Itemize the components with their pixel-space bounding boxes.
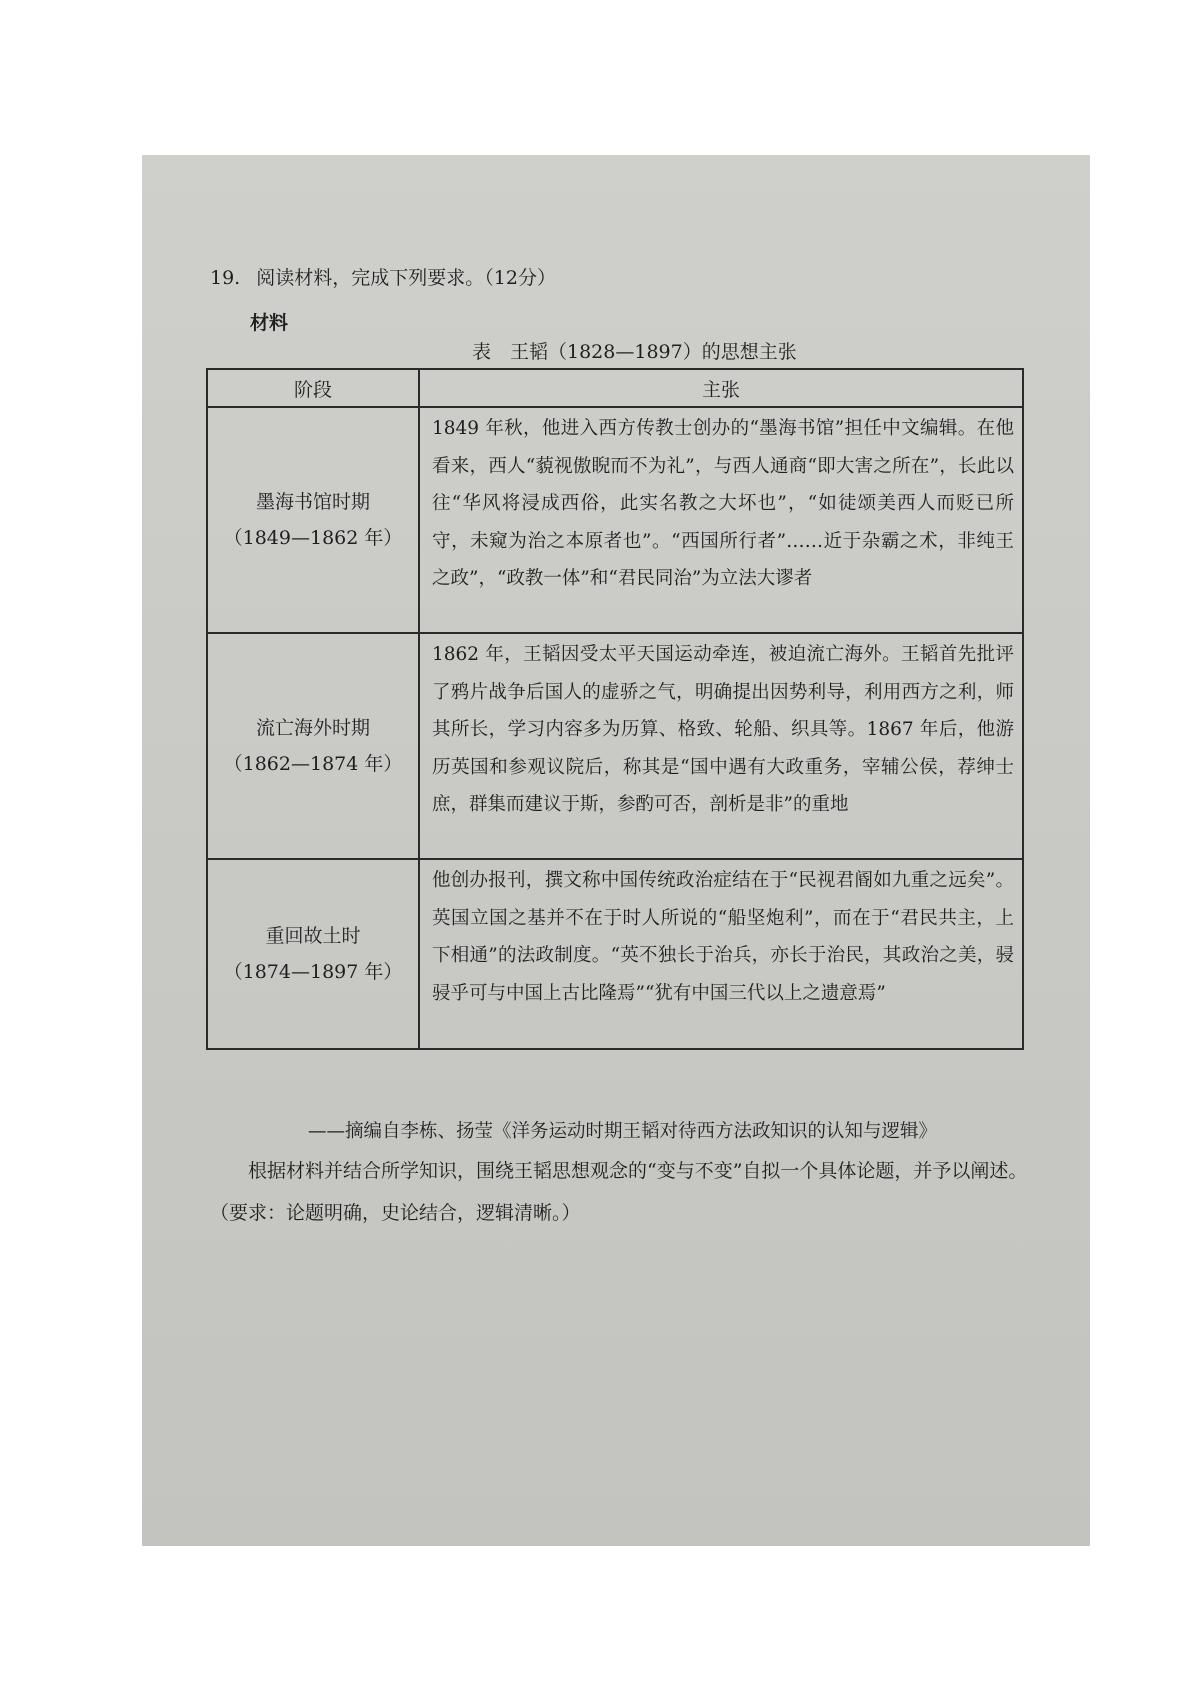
table-row bbox=[207, 859, 1023, 1049]
stage-years: （1862—1874 年） bbox=[223, 753, 403, 775]
stage-cell bbox=[207, 407, 419, 633]
claim-cell: 他创办报刊，撰文称中国传统政治症结在于“民视君阍如九重之远矣”。英国立国之基并不在于时人所说的“船坚炮利”，而在于“君民共主，上下相通”的法政制度。“英不独长于治兵，亦长于治民，其政治之美，骎骎乎可与中国上古比隆焉”“犹有中国三代以上之遗意焉” bbox=[419, 859, 1023, 1049]
table-row bbox=[207, 407, 1023, 633]
table-caption: 表 王韬（1828—1897）的思想主张 bbox=[472, 341, 797, 363]
table-header-row bbox=[207, 369, 1023, 407]
exam-paper-photo bbox=[142, 155, 1090, 1546]
claim-cell: 1862 年，王韬因受太平天国运动牵连，被迫流亡海外。王韬首先批评了鸦片战争后国人的虚骄之气，明确提出因势利导，利用西方之利，师其所长，学习内容多为历算、格致、轮船、织具等。1867 年后，他游历英国和参观议院后，称其是“国中遇有大政重务，宰辅公侯，荐绅士庶，群集而建议于斯，参酌可否，剖析是非”的重地 bbox=[419, 633, 1023, 859]
stage-cell bbox=[207, 633, 419, 859]
header-claim: 主张 bbox=[419, 369, 1023, 407]
header-stage: 阶段 bbox=[207, 369, 419, 407]
source-citation: ——摘编自李栋、扬莹《洋务运动时期王韬对待西方法政知识的认知与逻辑》 bbox=[308, 1121, 938, 1142]
stage-cell bbox=[207, 859, 419, 1049]
thought-table bbox=[206, 368, 1024, 1050]
question-points: （12分） bbox=[484, 267, 556, 289]
stage-years: （1874—1897 年） bbox=[223, 961, 403, 983]
question-prompt: 阅读材料，完成下列要求。 bbox=[256, 267, 485, 289]
table-row bbox=[207, 633, 1023, 859]
material-label: 材料 bbox=[250, 312, 289, 334]
stage-name: 墨海书馆时期 bbox=[255, 491, 370, 513]
stage-name: 流亡海外时期 bbox=[255, 717, 370, 739]
stage-name: 重回故土时 bbox=[265, 925, 361, 947]
question-header bbox=[210, 263, 556, 290]
stage-years: （1849—1862 年） bbox=[223, 527, 403, 549]
claim-cell: 1849 年秋，他进入西方传教士创办的“墨海书馆”担任中文编辑。在他看来，西人“藐视傲睨而不为礼”，与西人通商“即大害之所在”，长此以往“华风将浸成西俗，此实名教之大坏也”，“如徒颂美西人而贬已所守，未窥为治之本原者也”。“西国所行者”……近于杂霸之术，非纯王之政”，“政教一体”和“君民同治”为立法大谬者 bbox=[419, 407, 1023, 633]
question-number: 19. bbox=[210, 267, 241, 289]
task-instructions: 根据材料并结合所学知识，围绕王韬思想观念的“变与不变”自拟一个具体论题，并予以阐述。（要求：论题明确，史论结合，逻辑清晰。） bbox=[210, 1160, 1028, 1224]
